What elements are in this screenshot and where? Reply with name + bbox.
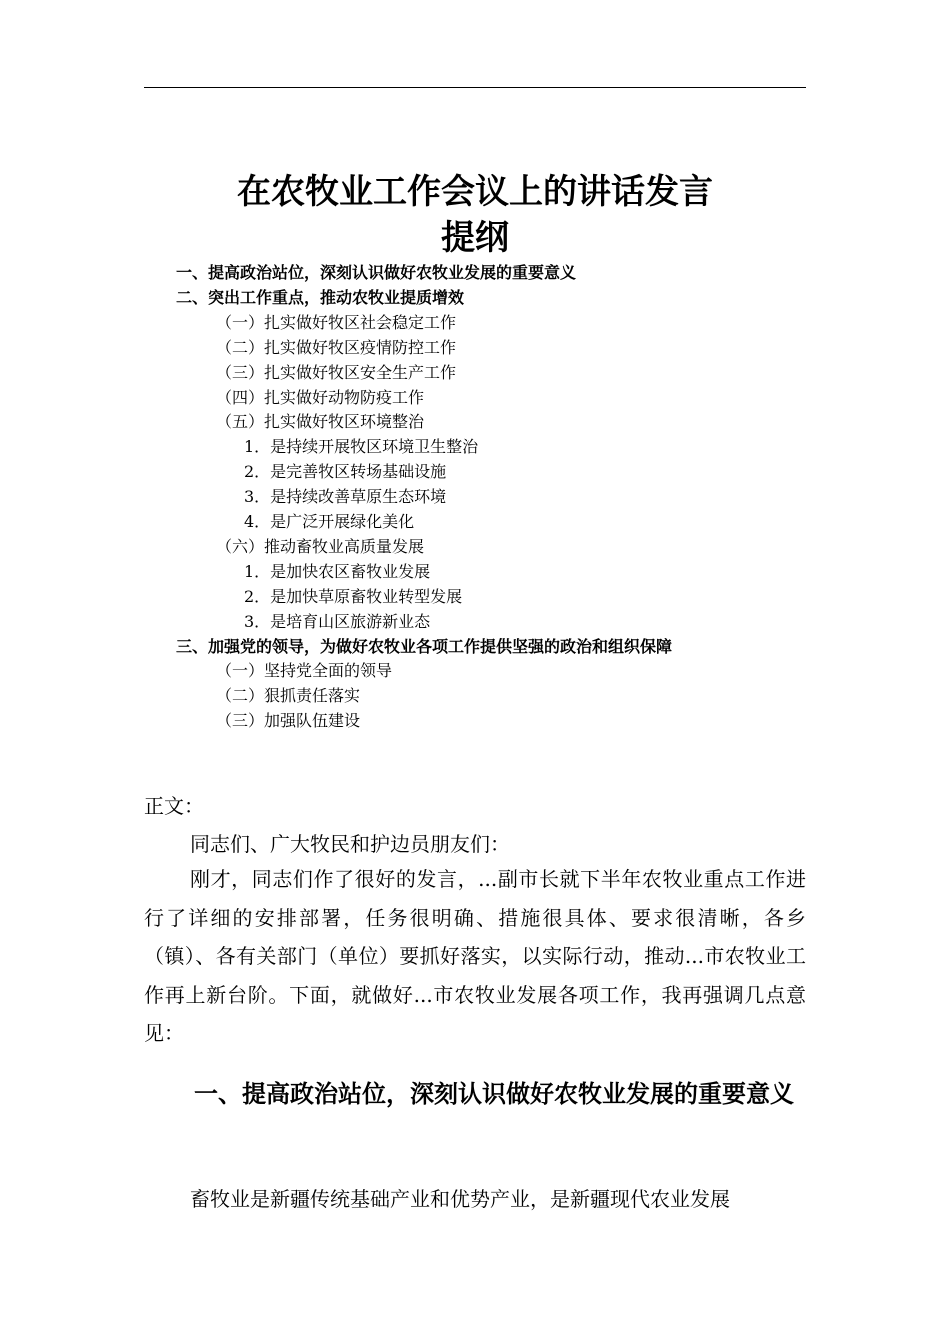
outline-item-level2: （二）狠抓责任落实	[216, 686, 361, 706]
outline-item-level1: 二、突出工作重点，推动农牧业提质增效	[176, 287, 465, 307]
outline-item-level2: （四）扎实做好动物防疫工作	[216, 387, 425, 407]
greeting: 同志们、广大牧民和护边员朋友们：	[190, 832, 510, 856]
outline-item-level3: 1．是持续开展牧区环境卫生整治	[244, 437, 479, 457]
outline-item-level2: （六）推动畜牧业高质量发展	[216, 536, 425, 556]
outline-item-level2: （一）坚持党全面的领导	[216, 661, 393, 681]
section-heading-1: 一、提高政治站位，深刻认识做好农牧业发展的重要意义	[194, 1080, 794, 1108]
header-rule	[144, 87, 806, 88]
document-subtitle: 提纲	[441, 218, 509, 258]
outline-item-level3: 2．是加快草原畜牧业转型发展	[244, 586, 463, 606]
outline-item-level2: （一）扎实做好牧区社会稳定工作	[216, 312, 457, 332]
outline-item-level3: 4．是广泛开展绿化美化	[244, 512, 415, 531]
outline-item-level3: 3．是持续改善草原生态环境	[244, 487, 447, 507]
outline-item-level3: 1．是加快农区畜牧业发展	[244, 561, 431, 581]
outline-item-level1: 三、加强党的领导，为做好农牧业各项工作提供坚强的政治和组织保障	[176, 636, 673, 656]
outline-item-level2: （三）扎实做好牧区安全生产工作	[216, 362, 457, 382]
outline-item-level3: 2．是完善牧区转场基础设施	[244, 462, 447, 482]
body-label: 正文：	[144, 794, 204, 818]
paragraph-intro: 刚才，同志们作了很好的发言，...副市长就下半年农牧业重点工作进行了详细的安排部署，任务很明确、措施很具体、要求很清晰，各乡（镇）、各有关部门（单位）要抓好落实，以实际行动，推动...市农牧业工作再上新台阶。下面，就做好...市农牧业发展各项工作，我再强调几点意见：	[144, 867, 806, 1045]
document-title: 在农牧业工作会议上的讲话发言	[237, 172, 713, 212]
outline-item-level3: 3．是培育山区旅游新业态	[244, 611, 431, 631]
outline-item-level1: 一、提高政治站位，深刻认识做好农牧业发展的重要意义	[176, 263, 577, 282]
outline-item-level2: （五）扎实做好牧区环境整治	[216, 412, 425, 432]
outline-item-level2: （三）加强队伍建设	[216, 711, 361, 731]
paragraph-section1: 畜牧业是新疆传统基础产业和优势产业，是新疆现代农业发展	[190, 1187, 730, 1211]
outline-item-level2: （二）扎实做好牧区疫情防控工作	[216, 337, 457, 357]
